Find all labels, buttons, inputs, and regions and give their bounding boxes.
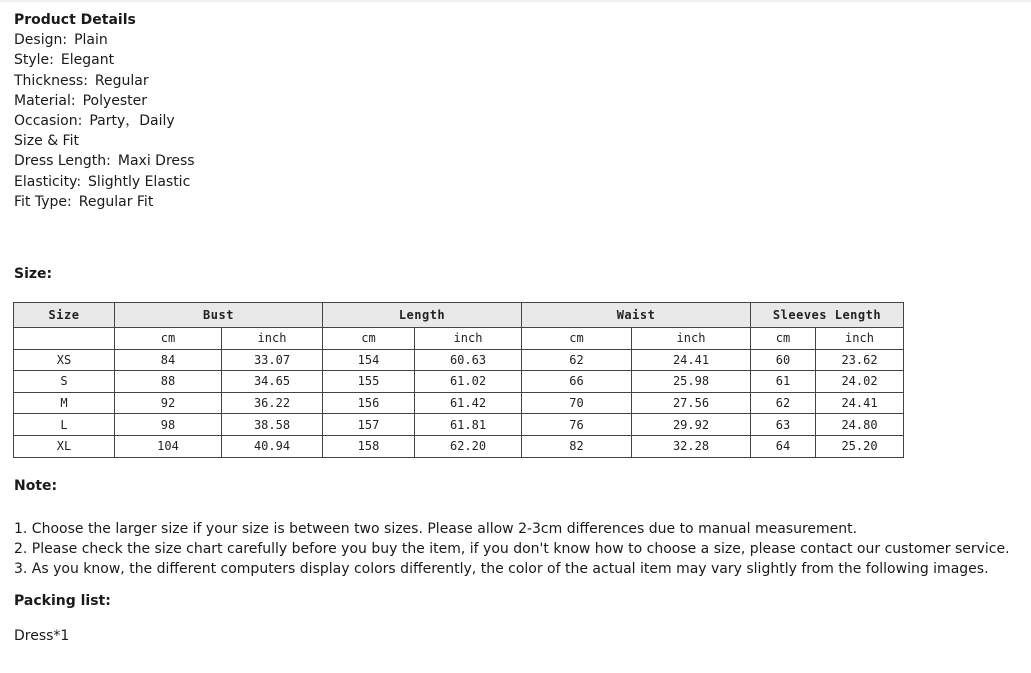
table-cell: 40.94 (222, 435, 323, 457)
detail-key: Style: (14, 52, 54, 69)
table-cell: L (14, 414, 115, 436)
packing-list-title: Packing list: (14, 593, 111, 609)
detail-key: Material: (14, 92, 76, 109)
note-item: 2. Please check the size chart carefully before you buy the item, if you don't know how to choose a size, please contact our customer service. (14, 541, 1010, 558)
note-item: 1. Choose the larger size if your size is between two sizes. Please allow 2-3cm differences due to manual measurement. (14, 521, 858, 537)
detail-value: Party，Daily (89, 113, 175, 130)
subheader-cell: inch (222, 328, 323, 350)
table-cell: 24.80 (816, 414, 904, 436)
table-cell: 34.65 (222, 371, 323, 393)
header-sleeves-length: Sleeves Length (751, 303, 904, 328)
table-cell: 98 (115, 414, 222, 436)
note-title: Note: (14, 478, 58, 494)
table-cell: 36.22 (222, 392, 323, 414)
table-cell: 24.41 (632, 349, 751, 371)
subheader-cell: inch (632, 328, 751, 350)
table-cell: 38.58 (222, 414, 323, 436)
table-row (14, 435, 904, 457)
table-cell: 61.42 (415, 392, 522, 414)
subheader-cell: inch (415, 328, 522, 350)
table-cell: 23.62 (816, 349, 904, 371)
table-cell: 64 (751, 435, 816, 457)
table-cell: 76 (522, 414, 632, 436)
table-cell: 104 (115, 435, 222, 457)
detail-row-elasticity (14, 172, 195, 192)
table-cell: 66 (522, 371, 632, 393)
table-cell: 29.92 (632, 414, 751, 436)
subheader-cell: cm (751, 328, 816, 350)
detail-key: Thickness: (14, 72, 88, 89)
table-cell: 156 (323, 392, 415, 414)
table-cell: 62.20 (415, 435, 522, 457)
detail-key: Dress Length: (14, 153, 111, 170)
table-cell-empty (14, 328, 115, 350)
table-cell: M (14, 392, 115, 414)
table-cell: 82 (522, 435, 632, 457)
detail-value: Regular (94, 72, 149, 89)
note-list (14, 519, 1010, 580)
table-cell: XS (14, 349, 115, 371)
size-chart-table (13, 302, 904, 458)
detail-row-occasion (14, 111, 195, 131)
detail-row-dress-length (14, 151, 195, 171)
table-header-row (14, 303, 904, 328)
subheader-cell: inch (816, 328, 904, 350)
table-cell: 157 (323, 414, 415, 436)
detail-value: Elegant (60, 52, 115, 69)
packing-list-item: Dress*1 (14, 628, 70, 644)
table-cell: 60.63 (415, 349, 522, 371)
table-cell: 70 (522, 392, 632, 414)
table-subheader-row (14, 328, 904, 350)
detail-value: Regular Fit (78, 193, 154, 210)
header-waist: Waist (522, 303, 751, 328)
table-cell: S (14, 371, 115, 393)
table-row (14, 392, 904, 414)
table-cell: 84 (115, 349, 222, 371)
table-cell: 32.28 (632, 435, 751, 457)
subheader-cell: cm (522, 328, 632, 350)
detail-value: Polyester (82, 92, 148, 109)
table-cell: 154 (323, 349, 415, 371)
top-divider (0, 0, 1031, 2)
detail-row-design (14, 30, 195, 50)
table-cell: 62 (522, 349, 632, 371)
detail-key: Occasion: (14, 113, 83, 130)
detail-key: Size & Fit (14, 133, 79, 150)
subheader-cell: cm (323, 328, 415, 350)
detail-key: Elasticity: (14, 173, 82, 190)
detail-row-size-fit (14, 131, 195, 151)
table-row (14, 349, 904, 371)
product-details-heading: Product Details (14, 12, 136, 28)
header-bust: Bust (115, 303, 323, 328)
table-cell: 61 (751, 371, 816, 393)
table-cell: 60 (751, 349, 816, 371)
header-length: Length (323, 303, 522, 328)
table-cell: 158 (323, 435, 415, 457)
detail-key: Fit Type: (14, 193, 72, 210)
table-cell: 92 (115, 392, 222, 414)
table-cell: XL (14, 435, 115, 457)
header-size: Size (14, 303, 115, 328)
detail-row-style (14, 50, 195, 70)
table-cell: 155 (323, 371, 415, 393)
table-cell: 33.07 (222, 349, 323, 371)
table-row (14, 371, 904, 393)
table-cell: 61.81 (415, 414, 522, 436)
table-cell: 88 (115, 371, 222, 393)
product-details (14, 10, 195, 212)
table-row (14, 414, 904, 436)
detail-key: Design: (14, 32, 68, 49)
table-cell: 61.02 (415, 371, 522, 393)
table-cell: 25.98 (632, 371, 751, 393)
detail-value: Maxi Dress (117, 153, 195, 170)
table-cell: 27.56 (632, 392, 751, 414)
table-cell: 24.41 (816, 392, 904, 414)
detail-value: Slightly Elastic (88, 173, 191, 190)
note-item: 3. As you know, the different computers display colors differently, the color of the actual item may vary slightly from the following images. (14, 561, 989, 578)
table-cell: 63 (751, 414, 816, 436)
table-cell: 24.02 (816, 371, 904, 393)
detail-row-material (14, 91, 195, 111)
size-section-title: Size: (14, 266, 53, 282)
detail-row-thickness (14, 71, 195, 91)
subheader-cell: cm (115, 328, 222, 350)
detail-value: Plain (74, 32, 108, 49)
table-cell: 25.20 (816, 435, 904, 457)
detail-row-fit-type (14, 192, 195, 212)
table-cell: 62 (751, 392, 816, 414)
